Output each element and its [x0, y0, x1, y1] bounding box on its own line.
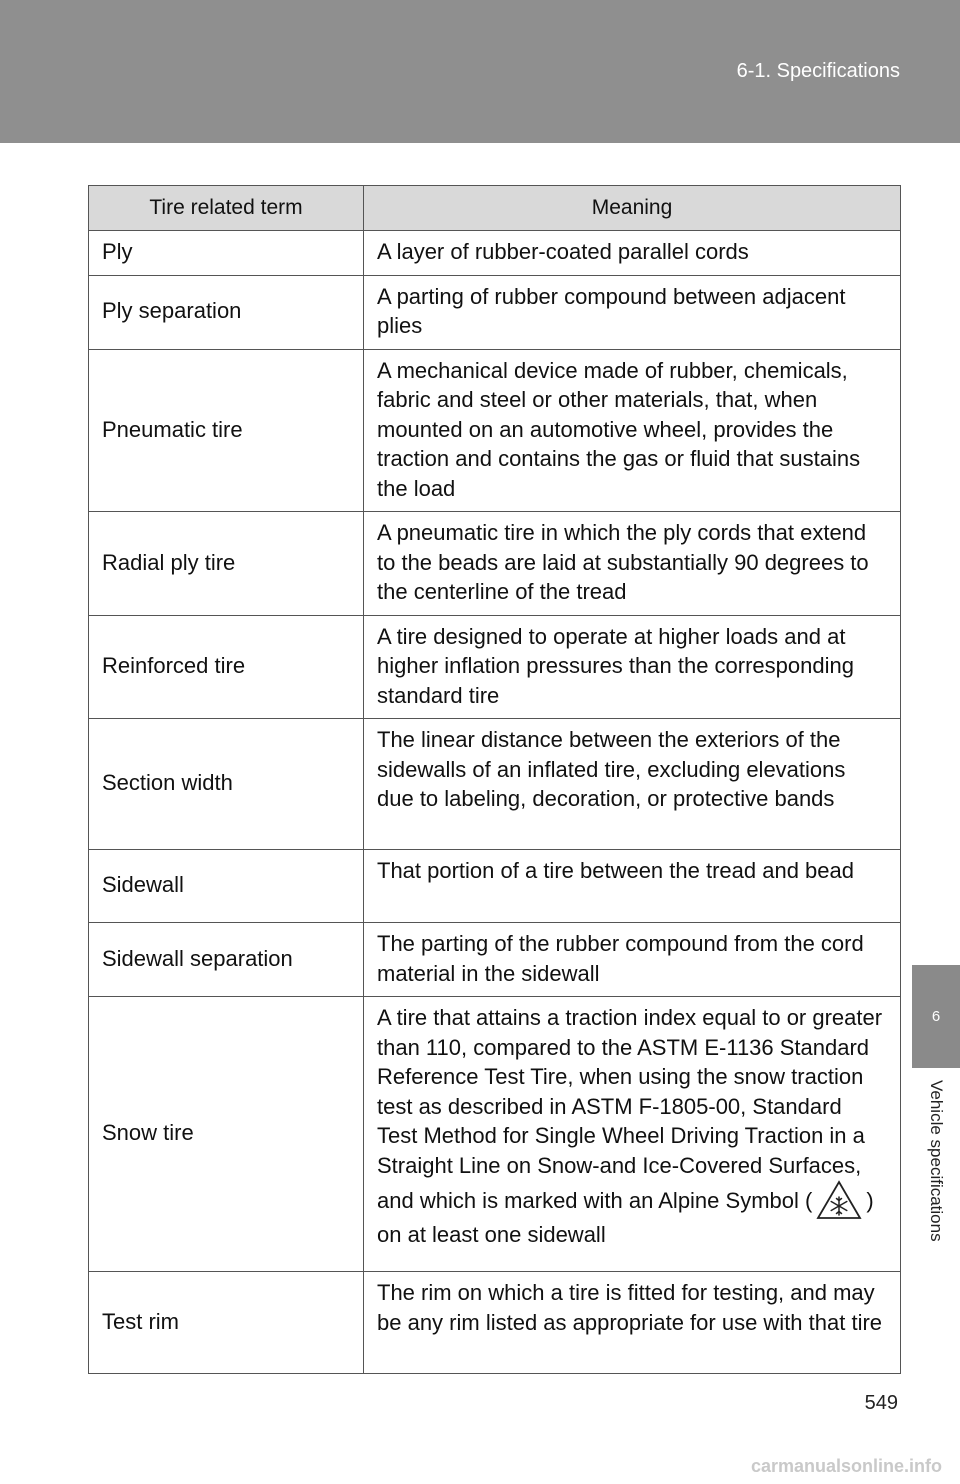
column-header-meaning: Meaning [364, 186, 901, 231]
term-cell: Sidewall separation [89, 923, 364, 997]
table-row [89, 1272, 901, 1374]
column-header-term: Tire related term [89, 186, 364, 231]
table-row [89, 850, 901, 923]
meaning-cell: A tire designed to operate at higher loads and at higher inflation pressures than the corresponding standard tire [364, 615, 901, 719]
meaning-cell: A layer of rubber-coated parallel cords [364, 231, 901, 276]
watermark: carmanualsonline.info [750, 1456, 942, 1476]
meaning-cell: The rim on which a tire is fitted for testing, and may be any rim listed as appropriate for use with that tire [364, 1272, 901, 1374]
table-row [89, 512, 901, 616]
meaning-cell: The parting of the rubber compound from the cord material in the sidewall [364, 923, 901, 997]
table-row [89, 231, 901, 276]
alpine-symbol-icon [816, 1180, 862, 1220]
term-cell: Pneumatic tire [89, 349, 364, 512]
meaning-cell: The linear distance between the exteriors of the sidewalls of an inflated tire, excluding elevations due to labeling, decoration, or protective bands [364, 719, 901, 850]
meaning-cell: A parting of rubber compound between adjacent plies [364, 275, 901, 349]
meaning-cell: A mechanical device made of rubber, chemicals, fabric and steel or other materials, that, when mounted on an automotive wheel, provides the traction and contains the gas or fluid that sustains the load [364, 349, 901, 512]
table-row [89, 923, 901, 997]
term-cell: Section width [89, 719, 364, 850]
table-row [89, 719, 901, 850]
table-header-row [89, 186, 901, 231]
section-title: 6-1. Specifications [736, 60, 900, 82]
term-cell: Ply [89, 231, 364, 276]
term-cell: Radial ply tire [89, 512, 364, 616]
chapter-label-wrapper [912, 1068, 960, 1318]
term-cell: Reinforced tire [89, 615, 364, 719]
tire-terms-table [88, 185, 901, 1374]
meaning-cell [364, 997, 901, 1272]
meaning-text-after-icon: ) on at least one sidewall [377, 1188, 874, 1247]
table-row [89, 275, 901, 349]
meaning-text-before-icon: A tire that attains a traction index equal to or greater than 110, compared to the ASTM E-1136 Standard Reference Test Tire, when using the snow traction test as described in ASTM F-1805-00, Standard Test Method for Single Wheel Driving Traction in a Straight Line on Snow-and Ice-Covered Surfaces, and which is marked with an Alpine Symbol ( [377, 1005, 883, 1213]
meaning-cell: A pneumatic tire in which the ply cords that extend to the beads are laid at substantially 90 degrees to the centerline of the tread [364, 512, 901, 616]
chapter-tab [912, 965, 960, 1068]
term-cell: Test rim [89, 1272, 364, 1374]
table-row [89, 349, 901, 512]
chapter-number: 6 [931, 1008, 941, 1025]
table-row [89, 997, 901, 1272]
term-cell: Ply separation [89, 275, 364, 349]
meaning-cell: That portion of a tire between the tread and bead [364, 850, 901, 923]
chapter-label: Vehicle specifications [927, 1080, 946, 1242]
table-row [89, 615, 901, 719]
term-cell: Sidewall [89, 850, 364, 923]
header-bar [0, 0, 960, 143]
term-cell: Snow tire [89, 997, 364, 1272]
page-number: 549 [864, 1392, 898, 1414]
